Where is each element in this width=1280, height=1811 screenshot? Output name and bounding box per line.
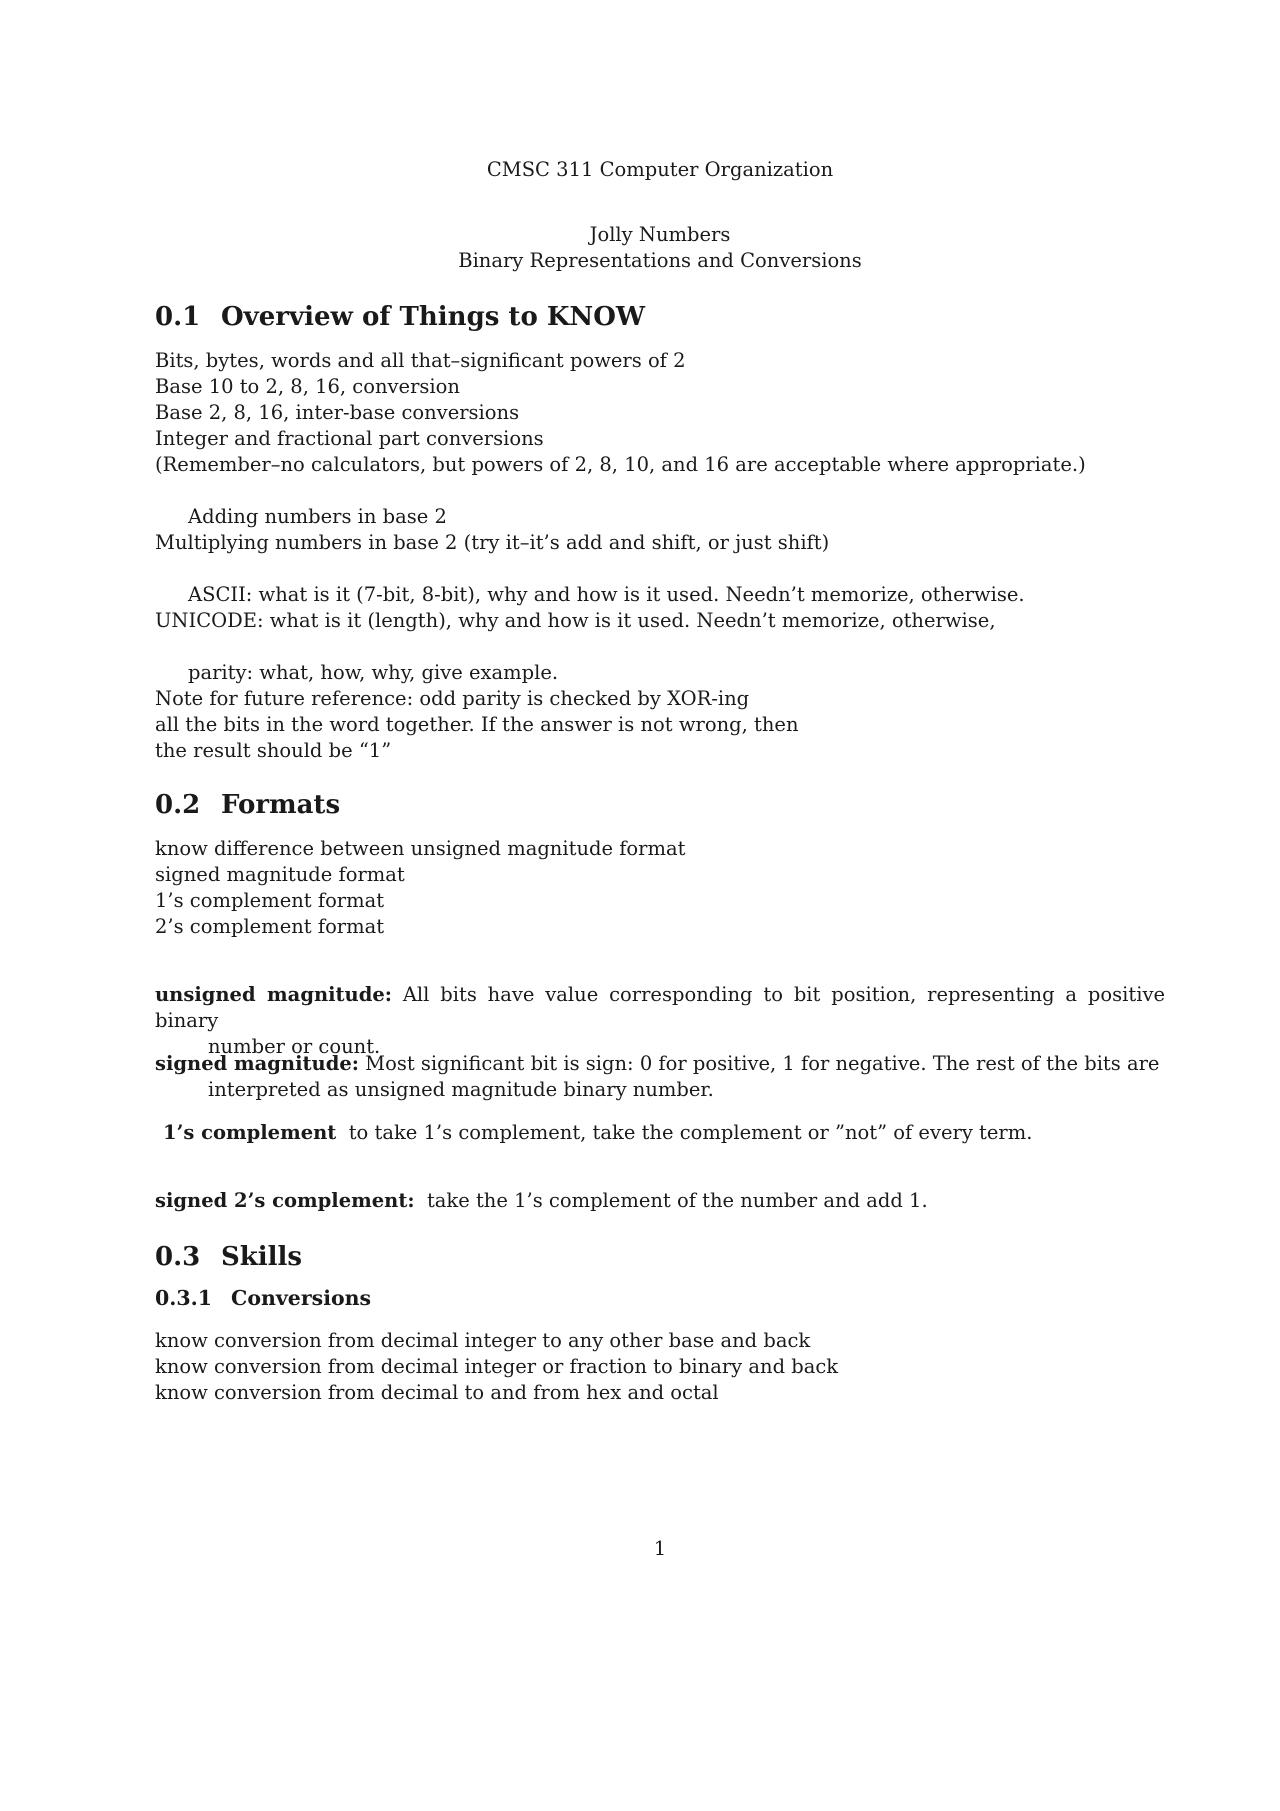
section-title: Skills xyxy=(221,1242,303,1272)
overview-line: Base 2, 8, 16, inter-base conversions xyxy=(155,401,520,424)
definition-unsigned-magnitude xyxy=(155,982,1165,1060)
section-title: Overview of Things to KNOW xyxy=(221,302,646,332)
section-number: 0.1 xyxy=(155,302,201,332)
definition-text-continued: number or count. xyxy=(208,1035,381,1058)
definition-term: unsigned magnitude: xyxy=(155,983,392,1006)
definition-text-continued: interpreted as unsigned magnitude binary number. xyxy=(208,1078,714,1101)
conversions-line: know conversion from decimal integer or fraction to binary and back xyxy=(155,1355,839,1378)
definition-text: Most significant bit is sign: 0 for positive, 1 for negative. The rest of the bits are xyxy=(365,1052,1160,1075)
page-number: 1 xyxy=(653,1537,667,1560)
definition-term: signed magnitude: xyxy=(155,1052,359,1075)
multiplying-line: Multiplying numbers in base 2 (try it–it’s add and shift, or just shift) xyxy=(155,531,830,554)
ascii-line: ASCII: what is it (7-bit, 8-bit), why and how is it used. Needn’t memorize, otherwise. xyxy=(188,583,1025,606)
definition-term: 1’s complement xyxy=(163,1121,337,1144)
definition-text: take the 1’s complement of the number and add 1. xyxy=(426,1189,928,1212)
parity-line: parity: what, how, why, give example. xyxy=(188,661,559,684)
formats-line: know difference between unsigned magnitude format xyxy=(155,837,686,860)
definition-text: to take 1’s complement, take the complement or ”not” of every term. xyxy=(348,1121,1033,1144)
subsection-heading-conversions xyxy=(155,1286,371,1310)
parity-line: Note for future reference: odd parity is checked by XOR-ing xyxy=(155,687,750,710)
definition-signed-magnitude xyxy=(155,1051,1165,1103)
definition-twos-complement xyxy=(155,1188,928,1214)
definition-ones-complement xyxy=(163,1120,1032,1146)
section-title: Formats xyxy=(221,790,341,820)
definition-text: All bits have value corresponding to bit position, representing a positive binary xyxy=(155,983,1166,1032)
conversions-line: know conversion from decimal to and from hex and octal xyxy=(155,1381,719,1404)
formats-line: signed magnitude format xyxy=(155,863,405,886)
overview-line: Integer and fractional part conversions xyxy=(155,427,544,450)
conversions-line: know conversion from decimal integer to any other base and back xyxy=(155,1329,811,1352)
definition-term: signed 2’s complement: xyxy=(155,1189,415,1212)
unicode-line: UNICODE: what is it (length), why and how is it used. Needn’t memorize, otherwise, xyxy=(155,609,996,632)
document-title: Jolly Numbers xyxy=(589,223,731,246)
parity-line: the result should be “1” xyxy=(155,739,392,762)
subsection-number: 0.3.1 xyxy=(155,1286,213,1310)
adding-line: Adding numbers in base 2 xyxy=(188,505,447,528)
course-title: CMSC 311 Computer Organization xyxy=(486,158,834,181)
subsection-title: Conversions xyxy=(231,1286,372,1310)
overview-line: (Remember–no calculators, but powers of 2, 8, 10, and 16 are acceptable where appropriate.) xyxy=(155,453,1086,476)
parity-line: all the bits in the word together. If the answer is not wrong, then xyxy=(155,713,799,736)
formats-line: 1’s complement format xyxy=(155,889,385,912)
formats-line: 2’s complement format xyxy=(155,915,385,938)
overview-line: Base 10 to 2, 8, 16, conversion xyxy=(155,375,460,398)
section-number: 0.3 xyxy=(155,1242,201,1272)
document-subtitle: Binary Representations and Conversions xyxy=(458,249,862,272)
section-heading-overview xyxy=(155,302,645,332)
section-heading-formats xyxy=(155,790,340,820)
section-number: 0.2 xyxy=(155,790,201,820)
overview-line: Bits, bytes, words and all that–significant powers of 2 xyxy=(155,349,686,372)
section-heading-skills xyxy=(155,1242,302,1272)
